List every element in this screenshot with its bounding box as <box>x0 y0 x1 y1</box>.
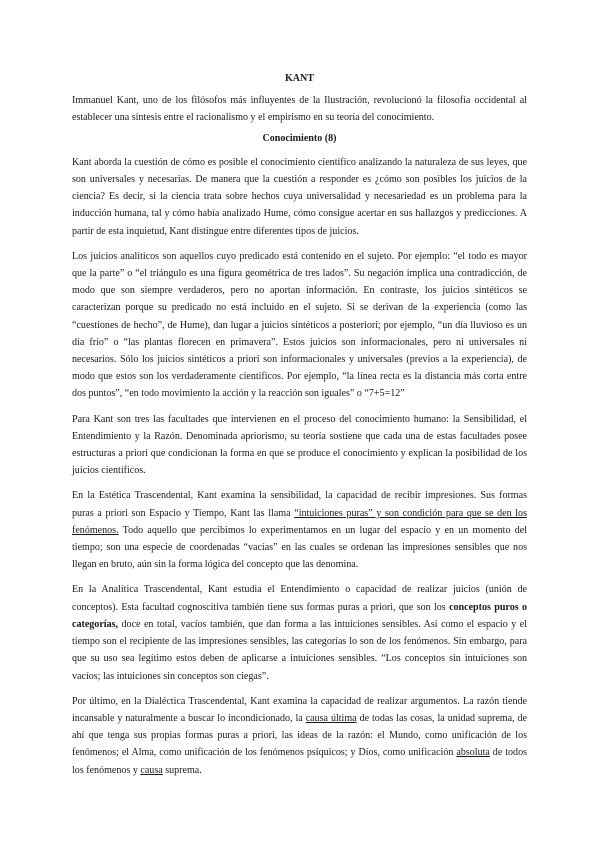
underlined-text: “intuiciones puras” y son condición para que se den los fenómenos. <box>72 507 527 536</box>
text-run: En la Analítica Trascendental, Kant estudia el Entendimiento o capacidad de realizar juicios (unión de conceptos). Esta facultad cognoscitiva también tiene sus formas puras a priori, que son los <box>72 584 527 613</box>
intro-paragraph: Immanuel Kant, uno de los filósofos más influyentes de la Ilustración, revolucionó la filosofía occidental al establecer una síntesis entre el racionalismo y el empirismo en su teoría del conocimiento. <box>72 95 527 124</box>
paragraph-juicios-ciencia: Kant aborda la cuestión de cómo es posible el conocimiento científico analizando la naturaleza de sus leyes, que son universales y necesarias. De manera que la cuestión a responder es ¿cómo son posibles los juicios de la ciencia? Es decir, si la ciencia trata sobre hechos cuya universalidad y necesariedad es un problema para la inducción humana, tal y cómo había analizado Hume, cómo consigue acertar en sus hallazgos y predicciones. A partir de esta inquietud, Kant distingue entre diferentes tipos de juicios. <box>72 156 527 237</box>
paragraph-juicios-analiticos: Los juicios analíticos son aquellos cuyo predicado está contenido en el sujeto. Por ejemplo: “el todo es mayor que la parte” o “el triángulo es una figura geométrica de tres lados”. Su negación implica una contradicción, de modo que son siempre verdaderos, pero no aportan información. En contraste, los juicios sintéticos se caracterizan porque su predicado no está incluido en el sujeto. Si se derivan de la experiencia (como las “cuestiones de hecho”, de Hume), dan lugar a juicios sintéticos a posteriori; por ejemplo, “un día lluvioso es un día frío” o “las plantas florecen en primavera”. Estos juicios son informacionales, pero ni universales ni necesarios. Sólo los juicios sintéticos a priori son informacionales y universales (previos a la experiencia), de modo que estos son los verdaderamente científicos. Por ejemplo, “la línea recta es la distancia más corta entre dos puntos”, “en todo movimiento la acción y la reacción son iguales” o “7+5=12” <box>72 250 527 400</box>
underlined-text: causa <box>140 764 163 776</box>
text-run: En la Estética Trascendental, Kant examina la sensibilidad, la capacidad de recibir impresiones. Sus formas puras a priori son Espacio y Tiempo, Kant las llama <box>72 490 527 519</box>
paragraph-analitica <box>72 581 527 684</box>
section-heading: Conocimiento (8) <box>262 132 337 144</box>
text-run: Por último, en la Dialéctica Trascendental, Kant examina la capacidad de realizar argumentos. La razón tiende incansable y naturalmente a buscar lo incondicionado, la <box>72 695 527 724</box>
paragraph-dialectica <box>72 693 527 779</box>
text-run: de todas las cosas, la unidad suprema, de ahí que tenga sus propias formas puras a priori, las ideas de la razón: el Mundo, como unificación de los fenómenos; el Alma, como unificación de los fenómenos psíquicos; y Dios, como unificación <box>72 712 527 759</box>
text-run: suprema. <box>162 764 202 776</box>
underlined-text: causa última <box>305 712 357 724</box>
text-run: doce en total, vacíos también, que dan forma a las intuiciones sensibles. Así como el espacio y el tiempo son el recipiente de las impresiones sensibles, las categorías lo son de los fenómenos. Sin embargo, para que su uso sea legítimo estos deben de aplicarse a intuiciones sensibles. “Los conceptos sin intuiciones son vacíos; las intuiciones sin conceptos son ciegas”. <box>72 618 527 682</box>
document-page <box>72 70 527 787</box>
text-run: Todo aquello que percibimos lo experimentamos en un lugar del espacio y en un momento del tiempo; son una especie de coordenadas “vacías” en las cuales se ordenan las impresiones sensibles que nos llegan en bruto, aún sin la forma lógica del concepto que las denomina. <box>72 524 527 571</box>
text-run: de todos los fenómenos y <box>72 747 528 776</box>
paragraph-facultades: Para Kant son tres las facultades que intervienen en el proceso del conocimiento humano: la Sensibilidad, el Entendimiento y la Razón. Denominada apriorismo, su teoría sostiene que cada una de estas facultades posee estructuras a priori que condicionan la forma en que se produce el conocimiento y explican la posibilidad de los juicios científicos. <box>72 413 527 477</box>
underlined-text: absoluta <box>456 747 490 759</box>
paragraph-estetica <box>72 487 527 573</box>
bold-text: conceptos puros o categorías, <box>72 601 528 630</box>
document-title: KANT <box>284 73 315 84</box>
